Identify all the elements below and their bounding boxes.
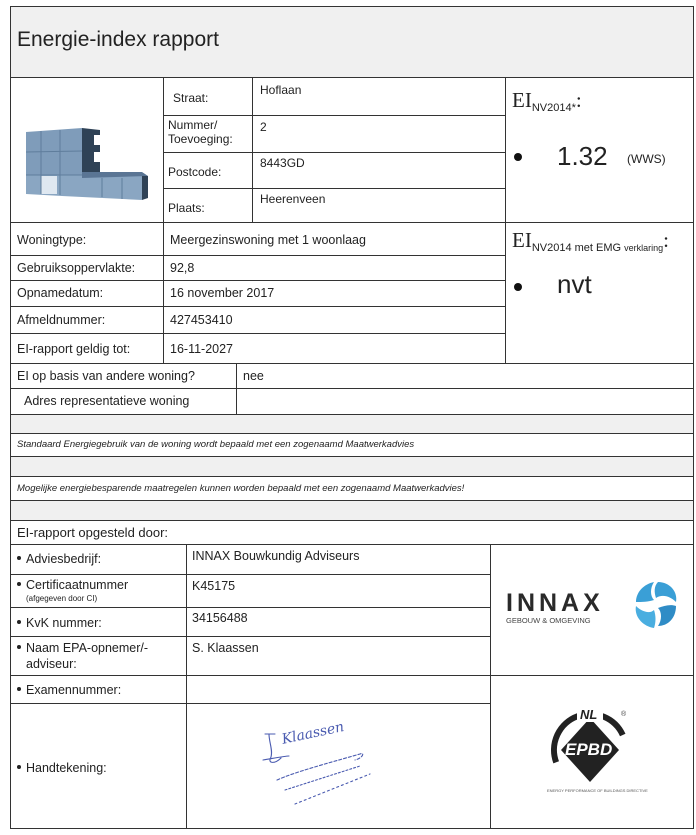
divider [10,607,490,608]
bullet-icon [17,582,21,586]
divider [10,675,694,676]
innax-logo-name: INNAX [506,589,604,617]
signature-label: Handtekening: [17,761,107,775]
bullet-icon [17,765,21,769]
epbd-ring-text: ENERGY PERFORMANCE OF BUILDINGS DIRECTIVE [547,788,648,793]
detail-label: Woningtype: [17,233,87,247]
divider [10,433,694,434]
ei-emg-subscript: NV2014 met EMG verklaring [531,242,664,254]
epbd-logo [547,704,648,796]
signature-text: Klaassen [280,719,346,748]
detail-label: EI-rapport geldig tot: [17,342,131,356]
divider [10,255,505,256]
detail-label: Gebruiksoppervlakte: [17,261,136,275]
innax-logo [500,580,690,640]
innax-swirl-icon [632,580,680,630]
number-value: 2 [260,120,267,134]
bullet-icon [17,687,21,691]
detail-value: Meergezinswoning met 1 woonlaag [170,233,366,247]
note-saving-measures: Mogelijke energiebesparende maatregelen kunnen worden bepaald met een zogenaamd Maatwerkadvies! [17,483,465,494]
detail-value: 427453410 [170,313,233,327]
epa-name-value: S. Klaassen [192,641,259,655]
ei-unit: (WWS) [627,152,666,166]
divider [490,544,491,829]
number-label-line-2: Toevoeging: [168,132,233,146]
epbd-country: NL [580,707,598,722]
bullet-icon [514,153,522,161]
detail-label: Afmeldnummer: [17,313,106,327]
street-value: Hoflaan [260,83,302,97]
divider [10,388,694,389]
number-label-line-1: Nummer/ [168,118,218,132]
divider [10,544,694,545]
divider [10,500,694,501]
ei-symbol: EI [512,88,532,112]
ei-emg-colon: : [663,228,670,252]
building-image [22,120,152,205]
city-label: Plaats: [168,201,205,215]
divider [10,636,490,637]
detail-label: Opnamedatum: [17,286,104,300]
page-title: Energie-index rapport [17,28,219,51]
ei-emg-symbol: EI [512,228,532,252]
innax-logo-tagline: GEBOUW & OMGEVING [506,616,591,625]
bullet-icon [17,645,21,649]
detail-value: 16 november 2017 [170,286,275,300]
divider [186,544,187,829]
divider [10,280,505,281]
kvk-value: 34156488 [192,611,248,625]
representative-address-label: Adres representatieve woning [24,394,190,408]
note-standard-usage: Standaard Energiegebruik van de woning wordt bepaald met een zogenaamd Maatwerkadvies [17,439,415,450]
divider [163,115,505,116]
epbd-name: EPBD [565,740,613,759]
divider [163,188,505,189]
bullet-icon [514,283,522,291]
street-label: Straat: [173,91,209,105]
divider [252,77,253,222]
postcode-value: 8443GD [260,156,305,170]
epbd-registered: ® [621,711,627,718]
divider [10,77,694,78]
ei-emg-value: nvt [557,269,592,299]
divider [10,703,490,704]
advisor-company-value: INNAX Bouwkundig Adviseurs [192,549,360,563]
detail-value: 92,8 [170,261,195,275]
other-dwelling-value: nee [243,369,264,383]
divider [163,152,505,153]
divider [10,333,505,334]
exam-number-label: Examennummer: [17,683,121,697]
divider [505,77,506,363]
divider [236,363,237,414]
divider [10,520,694,521]
divider [163,77,164,363]
bullet-icon [17,556,21,560]
city-value: Heerenveen [260,192,326,206]
divider [10,456,694,457]
ei-colon: : [575,88,582,112]
epa-name-label: Naam EPA-opnemer/- [17,641,148,655]
epa-name-sublabel: adviseur: [26,657,77,671]
postcode-label: Postcode: [168,165,222,179]
number-label [168,118,233,146]
advisor-company-label: Adviesbedrijf: [17,552,101,566]
detail-value: 16-11-2027 [170,342,234,356]
prepared-by-heading: EI-rapport opgesteld door: [17,525,169,540]
certificate-value: K45175 [192,579,236,593]
divider [10,306,505,307]
certificate-sublabel: (afgegeven door CI) [26,594,98,603]
bullet-icon [17,620,21,624]
divider [10,222,694,223]
ei-subscript: NV2014* [531,102,576,114]
divider [10,414,694,415]
divider [10,363,694,364]
certificate-label: Certificaatnummer [17,578,128,592]
ei-nv2014-heading [512,88,582,120]
other-dwelling-label: EI op basis van andere woning? [17,369,195,383]
divider [10,476,694,477]
divider [10,574,490,575]
ei-value: 1.32 [557,141,608,171]
kvk-label: KvK nummer: [17,616,102,630]
ei-emg-heading [512,228,669,260]
